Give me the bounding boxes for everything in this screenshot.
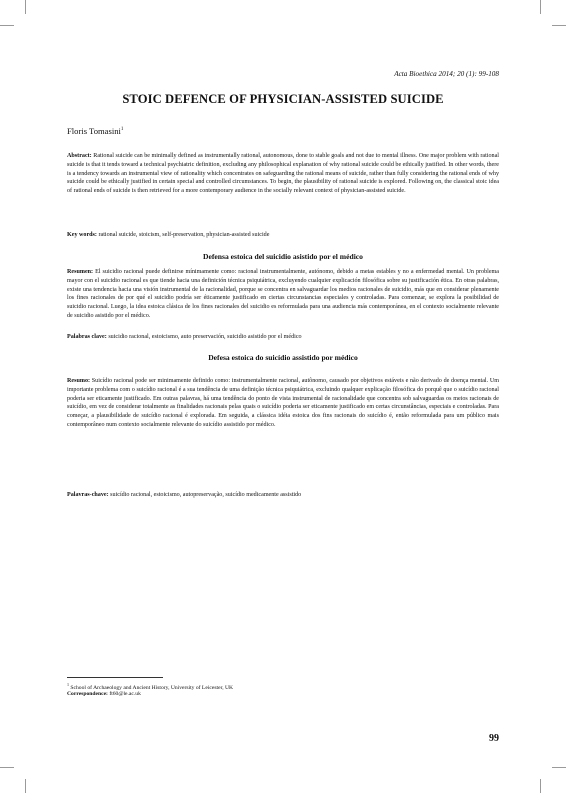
crop-mark (0, 25, 14, 26)
spanish-abstract-text: El suicidio racional puede definirse mínimamente como: racional instrumentalmente, autónomo, debido a metas estables y no a enfermedad mental. Un problema mayor con el suicidio racional es que tiende hacia una definición técnica psiquiátrica, excluyendo cualquier explicación filosófica sobre su justificación ética. En otras palabras, existe una tendencia hacia una visión instrumental de la racionalidad, porque se concentra en salvaguardar los medios racionales de suicidio, más que en considerar plenamente los fines racionales de por qué el suicidio podría ser éticamente justificado en ciertas circunstancias especiales y controladas. Para comenzar, se explora la posibilidad de suicidio racional. Luego, la idea estoica clásica de los fines racionales del suicidio es reformulada para una audiencia más contemporánea, en el contexto socialmente relevante de suicidio asistido por el médico. (67, 269, 499, 319)
footnote-correspondence (67, 690, 141, 698)
keywords-spanish (67, 333, 499, 342)
article-title: STOIC DEFENCE OF PHYSICIAN-ASSISTED SUICIDE (122, 92, 444, 106)
portuguese-section-title: Defesa estoica do suicídio assistido por médico (208, 353, 358, 362)
portuguese-keywords-label: Palavras-chave: (67, 492, 109, 498)
keywords-text: rational suicide, stoicism, self-preservation, physician-assisted suicide (98, 232, 270, 238)
portuguese-keywords-text: suicídio racional, estoicismo, autopreservação, suicídio medicamente assistido (110, 492, 302, 498)
author-footnote-mark: 1 (120, 127, 124, 132)
crop-mark (540, 0, 541, 14)
portuguese-abstract-text: Suicídio racional pode ser minimamente definido como: instrumentalmente racional, autônomo, causado por objetivos estáveis e não derivado de doença mental. Um importante problema com o suicídio racional é a sua tendência de uma definição técnica psiquiátrica, excluindo qualquer explicação filosófica do porquê que o suicídio racional poderia ser eticamente justificado. Em outras palavras, há uma tendência do ponto de vista instrumental de racionalidade que concentra sob salvaguardas os meios racionais de suicídio, em vez de considerar totalmente as finalidades racionais pelas quais o suicídio poderia ser eticamente justificado em certas circunstâncias, especiais e controladas. Para começar, a plausibilidade de suicídio racional é explorada. Em seguida, a clássica idéia estoica dos fins racionais do suicídio é, então reformulada para um público mais contemporâneo num contexto socialmente relevante do suicídio assistido por médico. (67, 378, 499, 428)
crop-mark (0, 767, 14, 768)
abstract-spanish (67, 268, 499, 321)
correspondence-label: Correspondence: (67, 691, 108, 697)
spanish-abstract-label: Resumen: (67, 269, 94, 275)
keywords-portuguese (67, 491, 499, 500)
crop-mark (552, 25, 566, 26)
crop-mark (540, 779, 541, 793)
abstract-portuguese (67, 377, 499, 430)
journal-citation: Acta Bioethica 2014; 20 (1): 99-108 (394, 70, 499, 78)
spanish-keywords-label: Palabras clave: (67, 334, 107, 340)
portuguese-abstract-label: Resumo: (67, 378, 91, 384)
author-name: Floris Tomasini (67, 126, 121, 136)
crop-mark (25, 779, 26, 793)
correspondence-email[interactable]: ft60@le.ac.uk (109, 691, 141, 697)
author-line (67, 126, 123, 136)
abstract-text: Rational suicide can be minimally defined as instrumentally rational, autonomous, done to stable goals and not due to mental illness. One major problem with rational suicide is that it tends toward a technical psychiatric definition, excluding any philosophical explanation of why rational suicide could be ethically justified. In other words, there is a tendency towards an instrumental view of rationality which concentrates on safeguarding the rational means of suicide, rather than fully considering the rational ends of why suicide could be ethically justified in certain special and controlled circumstances. To begin, the plausibility of rational suicide is explored. Following on, the classical stoic idea of rational ends of suicide is then retrieved for a more contemporary audience in the socially relevant context of physician-assisted suicide. (67, 153, 499, 194)
keywords-english (67, 231, 499, 240)
footnote-mark: 1 (67, 682, 69, 687)
abstract-english (67, 152, 499, 196)
crop-mark (552, 767, 566, 768)
spanish-keywords-text: suicidio racional, estoicismo, auto preservación, suicidio asistido por el médico (108, 334, 302, 340)
footnote-divider (67, 677, 163, 678)
crop-mark (25, 0, 26, 14)
keywords-label: Key words: (67, 232, 97, 238)
footnote-affiliation-text: School of Archaeology and Ancient History, University of Leicester, UK (70, 685, 234, 691)
spanish-section-title: Defensa estoica del suicidio asistido por el médico (203, 252, 363, 261)
page-number: 99 (489, 733, 499, 744)
abstract-label: Abstract: (67, 153, 92, 159)
